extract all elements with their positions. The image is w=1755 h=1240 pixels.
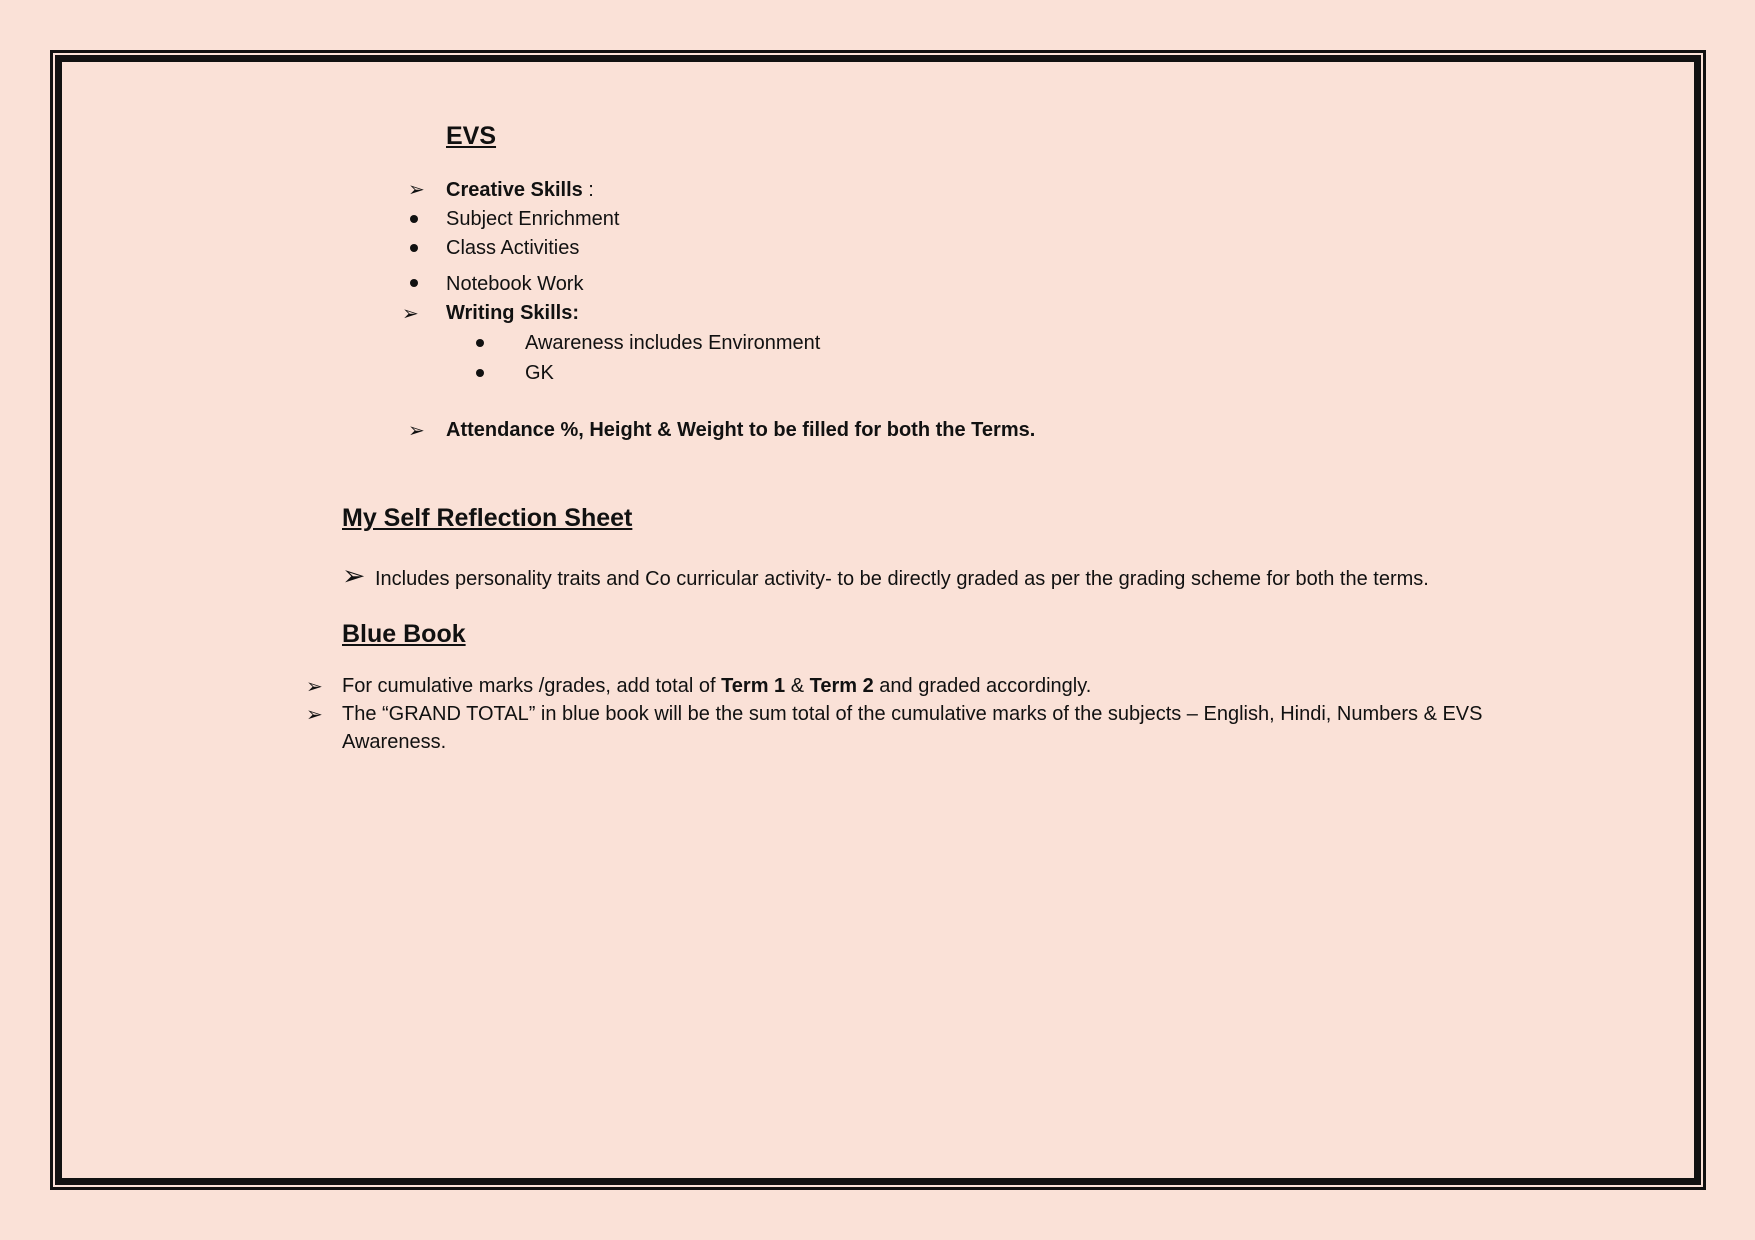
list-item: Awareness includes Environment [525, 332, 821, 354]
dot-bullet-icon [476, 369, 484, 377]
bluebook-item-1-pre: For cumulative marks /grades, add total of [342, 675, 722, 697]
bluebook-item-1 [342, 674, 1091, 698]
dot-bullet-icon [476, 339, 484, 347]
bluebook-item-2-line-1: The “GRAND TOTAL” in blue book will be the sum total of the cumulative marks of the subjects – English, Hindi, Numbers & EVS [342, 703, 1483, 725]
reflection-text: Includes personality traits and Co curricular activity- to be directly graded as per the grading scheme for both the terms. [375, 568, 1429, 590]
page-border-inner [60, 60, 1696, 1180]
bluebook-item-2-line-2: Awareness. [342, 731, 447, 753]
evs-heading: EVS [446, 122, 497, 150]
creative-skills-suffix: : [582, 179, 594, 201]
dot-bullet-icon [410, 215, 418, 223]
bluebook-heading: Blue Book [342, 620, 466, 648]
list-item: Notebook Work [446, 273, 584, 295]
term1-label: Term 1 [721, 675, 786, 697]
arrowhead-bullet-icon: ➢ [408, 179, 425, 201]
list-item: Class Activities [446, 237, 580, 259]
bluebook-item-1-amp: & [785, 675, 810, 697]
arrowhead-bullet-icon: ➢ [306, 704, 323, 726]
attendance-note: Attendance %, Height & Weight to be filled for both the Terms. [446, 419, 1036, 441]
dot-bullet-icon [410, 244, 418, 252]
arrowhead-bullet-icon: ➢ [402, 303, 419, 325]
creative-skills-line [446, 178, 594, 202]
bluebook-item-1-post: and graded accordingly. [873, 675, 1092, 697]
creative-skills-label: Creative Skills [446, 179, 583, 201]
reflection-heading: My Self Reflection Sheet [342, 504, 633, 532]
dot-bullet-icon [410, 279, 418, 287]
list-item: Subject Enrichment [446, 208, 620, 230]
writing-skills-label: Writing Skills: [446, 302, 579, 324]
list-item: GK [525, 362, 554, 384]
term2-label: Term 2 [809, 675, 874, 697]
arrowhead-bullet-icon: ➢ [306, 676, 323, 698]
arrowhead-bullet-icon: ➢ [342, 560, 366, 591]
arrowhead-bullet-icon: ➢ [408, 420, 425, 442]
